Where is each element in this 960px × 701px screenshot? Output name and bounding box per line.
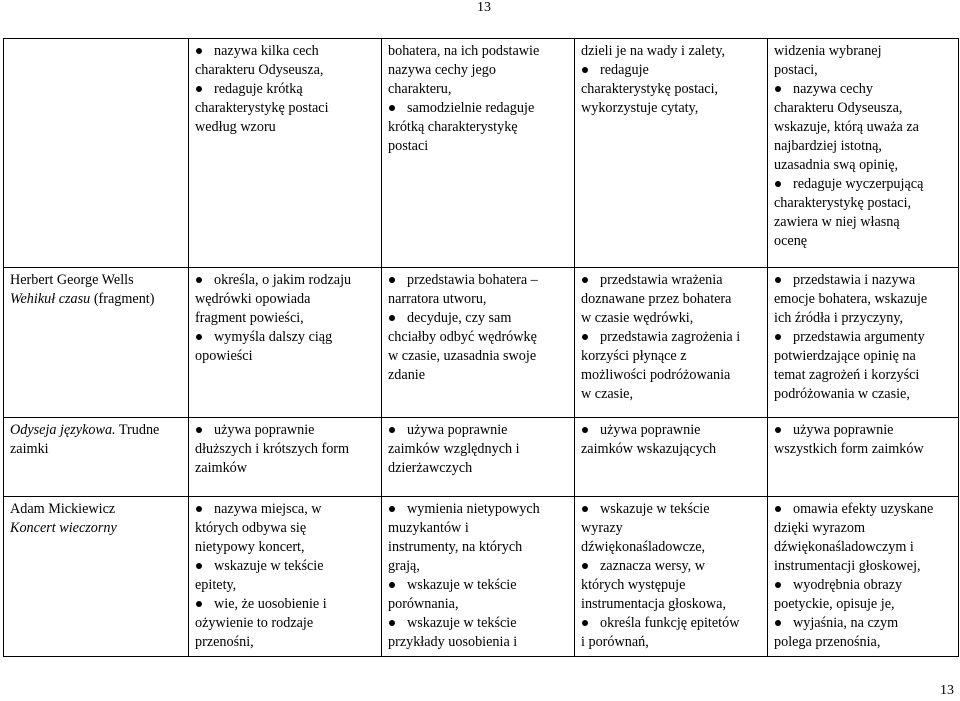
requirement-text: dłuższych i krótszych form [195, 441, 350, 457]
requirement-text: używa poprawnie [793, 422, 894, 438]
requirements-cell [189, 268, 382, 418]
requirement-text: przykłady uosobienia i [388, 634, 518, 650]
requirement-text: wyodrębnia obrazy [793, 577, 903, 593]
requirement-text: charakteru, [388, 81, 452, 97]
text-line [774, 595, 954, 614]
text-line [388, 61, 570, 80]
requirement-text: dźwiękonaśladowczym i [774, 539, 914, 555]
topic-text: Odyseja językowa. [10, 422, 116, 438]
text-line [581, 440, 763, 459]
requirement-text: zaimków wskazujących [581, 441, 717, 457]
text-line [388, 137, 570, 156]
requirements-cell [382, 497, 575, 657]
requirement-text: ocenę [774, 233, 808, 249]
requirement-text: poetyckie, opisuje je, [774, 596, 895, 612]
requirement-text: i porównań, [581, 634, 649, 650]
requirement-text: charakterystykę postaci, [581, 81, 719, 97]
text-line [388, 595, 570, 614]
requirement-text: krótką charakterystykę [388, 119, 518, 135]
bullet-icon [196, 48, 202, 54]
requirements-cell [575, 39, 768, 268]
text-line [195, 290, 377, 309]
requirement-text: podróżowania w czasie, [774, 386, 910, 402]
requirements-cell [382, 268, 575, 418]
text-line [388, 347, 570, 366]
text-line [774, 137, 954, 156]
text-line [388, 42, 570, 61]
requirement-text: przedstawia bohatera – [407, 272, 538, 288]
text-line [774, 309, 954, 328]
requirement-text: wyjaśnia, na czym [793, 615, 899, 631]
text-line [581, 309, 763, 328]
bullet-line [388, 271, 570, 290]
text-line [774, 633, 954, 652]
requirement-text: dzięki wyrazom [774, 520, 865, 536]
requirement-text: określa, o jakim rodzaju [214, 272, 352, 288]
requirement-text: polega przenośnia, [774, 634, 881, 650]
text-line [774, 440, 954, 459]
requirement-text: nazywa cechy jego [388, 62, 496, 78]
bullet-icon [775, 277, 781, 283]
requirement-text: wskazuje w tekście [407, 615, 517, 631]
text-line [195, 347, 377, 366]
text-line [195, 576, 377, 595]
bullet-icon [196, 427, 202, 433]
topic-line [10, 421, 184, 440]
bullet-line [581, 61, 763, 80]
requirements-cell [768, 268, 959, 418]
requirement-text: narratora utworu, [388, 291, 487, 307]
text-line [581, 290, 763, 309]
bullet-icon [775, 582, 781, 588]
requirement-text: wszystkich form zaimków [774, 441, 924, 457]
requirement-text: wędrówki opowiada [195, 291, 311, 307]
text-line [581, 595, 763, 614]
text-line [774, 194, 954, 213]
requirement-text: grają, [388, 558, 420, 574]
requirement-text: nazywa kilka cech [214, 43, 319, 59]
bullet-icon [582, 67, 588, 73]
bullet-line [388, 614, 570, 633]
bullet-line [195, 271, 377, 290]
requirement-text: ożywienie to rodzaje [195, 615, 314, 631]
topic-line [10, 500, 184, 519]
requirement-text: używa poprawnie [214, 422, 315, 438]
requirement-text: określa funkcję epitetów [600, 615, 740, 631]
requirement-text: charakterystykę postaci, [774, 195, 912, 211]
bullet-line [774, 576, 954, 595]
bullet-icon [582, 334, 588, 340]
requirement-text: porównania, [388, 596, 459, 612]
text-line [388, 80, 570, 99]
requirement-text: omawia efekty uzyskane [793, 501, 934, 517]
text-line [195, 99, 377, 118]
requirement-text: przedstawia wrażenia [600, 272, 723, 288]
requirement-text: wie, że uosobienie i [214, 596, 327, 612]
text-line [774, 118, 954, 137]
bullet-icon [582, 277, 588, 283]
topic-suffix: Trudne [115, 422, 160, 438]
requirement-text: charakterystykę postaci [195, 100, 329, 116]
requirement-text: samodzielnie redaguje [407, 100, 535, 116]
bullet-line [774, 271, 954, 290]
text-line [581, 366, 763, 385]
requirement-text: nietypowy koncert, [195, 539, 305, 555]
bullet-icon [582, 427, 588, 433]
requirement-text: muzykantów i [388, 520, 469, 536]
requirement-text: uzasadnia swą opinię, [774, 157, 899, 173]
requirement-text: w czasie, [581, 386, 633, 402]
text-line [581, 42, 763, 61]
requirement-text: potwierdzające opinię na [774, 348, 916, 364]
bullet-line [774, 175, 954, 194]
text-line [195, 459, 377, 478]
requirement-text: używa poprawnie [600, 422, 701, 438]
text-line [774, 156, 954, 175]
table-row [4, 497, 959, 657]
bullet-icon [196, 334, 202, 340]
topic-text: Adam Mickiewicz [10, 501, 116, 517]
bullet-icon [196, 563, 202, 569]
requirement-text: charakteru Odyseusza, [774, 100, 903, 116]
requirement-text: wskazuje w tekście [600, 501, 710, 517]
bullet-line [195, 328, 377, 347]
bullet-icon [389, 620, 395, 626]
requirement-text: redaguje krótką [214, 81, 303, 97]
text-line [388, 328, 570, 347]
bullet-line [774, 328, 954, 347]
text-line [774, 213, 954, 232]
requirement-text: wymienia nietypowych [407, 501, 540, 517]
requirement-text: przedstawia i nazywa [793, 272, 916, 288]
requirement-text: zaimków [195, 460, 248, 476]
requirement-text: opowieści [195, 348, 253, 364]
bullet-line [581, 614, 763, 633]
bullet-line [581, 271, 763, 290]
requirement-text: wskazuje w tekście [407, 577, 517, 593]
bullet-icon [389, 427, 395, 433]
bullet-icon [389, 277, 395, 283]
topic-line [10, 290, 184, 309]
bullet-line [195, 557, 377, 576]
bullet-icon [582, 620, 588, 626]
requirement-text: możliwości podróżowania [581, 367, 731, 383]
text-line [774, 385, 954, 404]
text-line [581, 633, 763, 652]
requirement-text: wskazuje, którą uważa za [774, 119, 919, 135]
topic-cell [4, 418, 189, 497]
requirement-text: przedstawia argumenty [793, 329, 925, 345]
requirements-cell [768, 418, 959, 497]
text-line [581, 80, 763, 99]
requirement-text: wymyśla dalszy ciąg [214, 329, 333, 345]
requirements-cell [575, 268, 768, 418]
requirement-text: w czasie wędrówki, [581, 310, 694, 326]
requirements-cell [768, 497, 959, 657]
requirement-text: ich źródła i przyczyny, [774, 310, 904, 326]
text-line [581, 385, 763, 404]
bullet-icon [196, 506, 202, 512]
bullet-line [581, 500, 763, 519]
bullet-icon [775, 86, 781, 92]
requirement-text: widzenia wybranej [774, 43, 882, 59]
text-line [774, 290, 954, 309]
requirement-text: instrumentacja głoskowa, [581, 596, 726, 612]
requirements-table-body [4, 39, 959, 657]
bullet-icon [582, 563, 588, 569]
bullet-line [388, 500, 570, 519]
requirement-text: najbardziej istotną, [774, 138, 882, 154]
text-line [388, 459, 570, 478]
requirement-text: nazywa miejsca, w [214, 501, 322, 517]
page-number-bottom: 13 [940, 683, 954, 698]
bullet-line [774, 500, 954, 519]
text-line [581, 538, 763, 557]
text-line [388, 290, 570, 309]
table-row [4, 418, 959, 497]
bullet-icon [389, 105, 395, 111]
bullet-icon [775, 506, 781, 512]
topic-text: Wehikuł czasu [10, 291, 91, 307]
bullet-icon [196, 86, 202, 92]
text-line [774, 519, 954, 538]
text-line [774, 42, 954, 61]
text-line [388, 538, 570, 557]
requirement-text: przedstawia zagrożenia i [600, 329, 741, 345]
text-line [774, 347, 954, 366]
requirement-text: nazywa cechy [793, 81, 873, 97]
requirement-text: instrumenty, na których [388, 539, 523, 555]
requirement-text: korzyści płynące z [581, 348, 687, 364]
bullet-icon [196, 277, 202, 283]
requirement-text: postaci, [774, 62, 818, 78]
bullet-icon [389, 315, 395, 321]
requirement-text: epitety, [195, 577, 237, 593]
text-line [774, 538, 954, 557]
bullet-line [388, 421, 570, 440]
requirement-text: redaguje wyczerpującą [793, 176, 924, 192]
text-line [388, 440, 570, 459]
topic-cell [4, 268, 189, 418]
requirement-text: temat zagrożeń i korzyści [774, 367, 920, 383]
requirement-text: zaimków względnych i [388, 441, 520, 457]
bullet-icon [775, 427, 781, 433]
bullet-line [195, 42, 377, 61]
text-line [774, 557, 954, 576]
bullet-line [581, 557, 763, 576]
topic-line [10, 519, 184, 538]
text-line [195, 614, 377, 633]
requirement-text: dźwiękonaśladowcze, [581, 539, 706, 555]
requirement-text: używa poprawnie [407, 422, 508, 438]
text-line [388, 366, 570, 385]
table-row [4, 268, 959, 418]
requirement-text: dzieli je na wady i zalety, [581, 43, 726, 59]
requirements-cell [189, 39, 382, 268]
text-line [774, 232, 954, 251]
text-line [195, 538, 377, 557]
requirement-text: wyrazy [581, 520, 623, 536]
requirement-text: zaznacza wersy, w [600, 558, 706, 574]
topic-cell [4, 39, 189, 268]
bullet-line [195, 80, 377, 99]
bullet-line [581, 421, 763, 440]
requirements-cell [382, 418, 575, 497]
requirement-text: doznawane przez bohatera [581, 291, 732, 307]
bullet-line [581, 328, 763, 347]
bullet-icon [389, 582, 395, 588]
bullet-line [388, 576, 570, 595]
requirements-cell [575, 497, 768, 657]
bullet-icon [582, 506, 588, 512]
topic-text: zaimki [10, 441, 49, 457]
text-line [388, 633, 570, 652]
topic-suffix: (fragment) [90, 291, 155, 307]
requirements-cell [382, 39, 575, 268]
requirement-text: przenośni, [195, 634, 254, 650]
text-line [774, 99, 954, 118]
text-line [581, 519, 763, 538]
topic-line [10, 271, 184, 290]
bullet-line [774, 80, 954, 99]
text-line [774, 61, 954, 80]
text-line [388, 118, 570, 137]
topic-text: Herbert George Wells [10, 272, 134, 288]
bullet-icon [775, 620, 781, 626]
requirement-text: według wzoru [195, 119, 276, 135]
page-number-top: 13 [477, 0, 491, 15]
text-line [195, 309, 377, 328]
topic-text: Koncert wieczorny [10, 520, 117, 536]
requirement-text: zawiera w niej własną [774, 214, 900, 230]
text-line [195, 633, 377, 652]
requirements-table [3, 38, 959, 657]
text-line [774, 366, 954, 385]
bullet-icon [775, 181, 781, 187]
requirements-cell [189, 418, 382, 497]
text-line [581, 347, 763, 366]
requirement-text: emocje bohatera, wskazuje [774, 291, 928, 307]
bullet-icon [389, 506, 395, 512]
requirement-text: charakteru Odyseusza, [195, 62, 324, 78]
requirements-cell [575, 418, 768, 497]
requirement-text: których występuje [581, 577, 686, 593]
requirement-text: postaci [388, 138, 429, 154]
text-line [195, 118, 377, 137]
requirement-text: których odbywa się [195, 520, 307, 536]
requirement-text: wskazuje w tekście [214, 558, 324, 574]
text-line [195, 519, 377, 538]
bullet-line [195, 500, 377, 519]
text-line [195, 61, 377, 80]
bullet-icon [775, 334, 781, 340]
requirement-text: redaguje [600, 62, 649, 78]
text-line [388, 557, 570, 576]
requirements-cell [189, 497, 382, 657]
bullet-line [774, 421, 954, 440]
requirement-text: bohatera, na ich podstawie [388, 43, 540, 59]
bullet-line [388, 309, 570, 328]
requirements-cell [768, 39, 959, 268]
topic-cell [4, 497, 189, 657]
requirement-text: chciałby odbyć wędrówkę [388, 329, 537, 345]
text-line [388, 519, 570, 538]
text-line [581, 99, 763, 118]
bullet-line [195, 421, 377, 440]
requirement-text: wykorzystuje cytaty, [581, 100, 699, 116]
requirement-text: decyduje, czy sam [407, 310, 512, 326]
requirement-text: dzierżawczych [388, 460, 473, 476]
text-line [195, 440, 377, 459]
bullet-line [774, 614, 954, 633]
bullet-line [195, 595, 377, 614]
bullet-line [388, 99, 570, 118]
requirement-text: instrumentacji głoskowej, [774, 558, 921, 574]
requirement-text: zdanie [388, 367, 426, 383]
topic-line [10, 440, 184, 459]
requirement-text: fragment powieści, [195, 310, 304, 326]
bullet-icon [196, 601, 202, 607]
table-row [4, 39, 959, 268]
requirement-text: w czasie, uzasadnia swoje [388, 348, 537, 364]
text-line [581, 576, 763, 595]
